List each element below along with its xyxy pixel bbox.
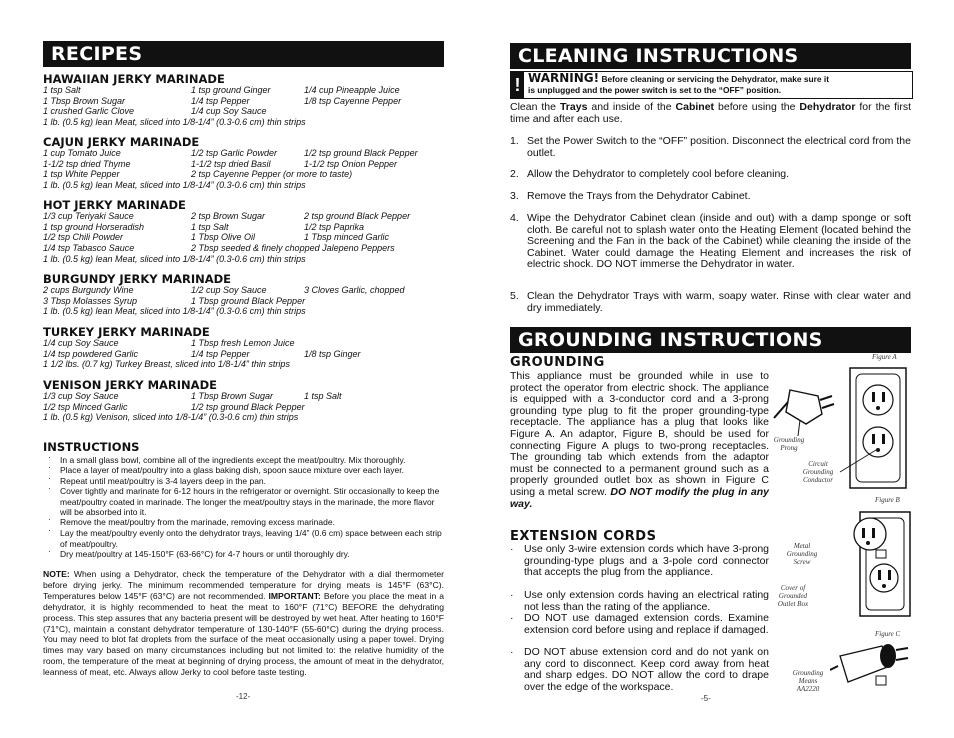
ingredient: 1/3 cup Soy Sauce (43, 391, 119, 401)
extension-cords-title: EXTENSION CORDS (510, 529, 657, 544)
ingredient: 1-1/2 tsp dried Basil (191, 158, 271, 169)
ingredient: 2 tsp ground Black Pepper (304, 211, 411, 221)
ingredient: 1/2 tsp Minced Garlic (43, 401, 128, 412)
ingredient: 1 tsp Salt (191, 221, 229, 232)
ingredient: 2 Tbsp seeded & finely chopped Jalepeno Peppers (191, 243, 395, 254)
warning-label: WARNING! (528, 71, 600, 85)
ingredient: 1/4 tsp powdered Garlic (43, 348, 139, 359)
grounding-prong-label: Grounding Prong (773, 436, 805, 452)
instruction-item: · Place a layer of meat/poultry into a glass baking dish, spoon sauce mixture over each layer. (48, 462, 404, 475)
ingredient: 1/2 tsp ground Black Pepper (304, 148, 418, 158)
ingredient: 2 cups Burgundy Wine (43, 285, 134, 295)
ingredient: 3 Tbsp Molasses Syrup (43, 295, 138, 306)
ingredient: 1/4 cup Soy Sauce (43, 338, 119, 348)
ingredient: 1 tsp White Pepper (43, 169, 120, 180)
warning-text: Before cleaning or servicing the Dehydrator, make sure it (601, 74, 830, 84)
recipe-title: HOT JERKY MARINADE (43, 198, 186, 212)
ingredient: 1/4 tsp Tabasco Sauce (43, 243, 135, 254)
instruction-item: · Repeat until meat/poultry is 3-4 layers deep in the pan. (48, 473, 267, 486)
meat-line: 1 lb. (0.5 kg) Venison, sliced into 1/8-1/4” (0.3-0.6 cm) thin strips (43, 412, 299, 423)
bullet-icon: · (510, 589, 514, 601)
page-number-right: -5- (701, 694, 711, 703)
instruction-item: · Remove the meat/poultry from the marinade, removing excess marinade. (48, 514, 335, 527)
ingredient: 1/3 cup Teriyaki Sauce (43, 211, 134, 221)
note-text-a: When using a Dehydrator, check the temperature of the Dehydrator with a dial thermometer before drying jerky. The minimum recommended temperature for drying meats is 145°F (63°C). Temperatures below 145°F (63°C) are not recommended. (43, 569, 445, 601)
cleaning-step: 5. Clean the Dehydrator Trays with warm, soapy water. Rinse with clear water and dry immediately. (510, 290, 911, 314)
cleaning-banner: CLEANING INSTRUCTIONS (510, 43, 911, 69)
page-number-left: -12- (236, 692, 251, 701)
ingredient: 1/2 tsp Garlic Powder (191, 148, 278, 158)
step-number: 3. (510, 190, 519, 202)
metal-screw-label: Metal Grounding Screw (786, 542, 818, 566)
meat-line: 1 lb. (0.5 kg) lean Meat, sliced into 1/8-1/4” (0.3-0.6 cm) thin strips (43, 180, 306, 191)
note-label: NOTE: (43, 569, 70, 579)
ingredient: 1 Tbsp Olive Oil (191, 232, 256, 243)
circuit-conductor-label: Circuit Grounding Conductor (802, 460, 834, 484)
ingredient: 1 Tbsp Brown Sugar (43, 95, 126, 106)
ingredient: 1 tsp ground Horseradish (43, 221, 145, 232)
step-number: 5. (510, 290, 519, 302)
bullet-icon: · (48, 462, 51, 472)
ingredient: 1 tsp Salt (304, 391, 342, 401)
ingredient: 1 crushed Garlic Clove (43, 106, 135, 117)
grounding-title: GROUNDING (510, 355, 605, 370)
ingredient: 1 Tbsp ground Black Pepper (191, 295, 306, 306)
cleaning-step: 1. Set the Power Switch to the “OFF” position. Disconnect the electrical cord from the outlet. (510, 135, 911, 159)
ingredient: 1/2 tsp Paprika (304, 221, 365, 232)
cleaning-step: 3. Remove the Trays from the Dehydrator Cabinet. (510, 190, 751, 202)
ingredient: 2 tsp Brown Sugar (191, 211, 266, 221)
ingredient: 1 cup Tomato Juice (43, 148, 121, 158)
warning-box (510, 71, 913, 99)
ingredient: 1/4 tsp Pepper (191, 95, 250, 106)
note-paragraph (43, 569, 444, 678)
figure-c-grounding-means (830, 638, 910, 694)
grounding-means-label: Grounding Means AA2220 (792, 669, 824, 693)
ingredient: 1 Tbsp minced Garlic (304, 232, 390, 243)
ingredient: 1-1/2 tsp dried Thyme (43, 158, 131, 169)
bullet-icon: · (48, 473, 51, 483)
important-label: IMPORTANT: (268, 590, 321, 601)
recipes-banner: RECIPES (43, 41, 444, 67)
figure-b-adaptor (840, 508, 912, 618)
instructions-title: INSTRUCTIONS (43, 440, 140, 454)
cleaning-intro: Clean the Trays and inside of the Cabinet before using the Dehydrator for the first time and after each use. (510, 101, 912, 125)
grounding-banner: GROUNDING INSTRUCTIONS (510, 327, 911, 353)
figure-a-label: Figure A (872, 353, 897, 361)
bullet-icon: · (48, 452, 51, 462)
step-number: 4. (510, 212, 519, 224)
cleaning-step: 4. Wipe the Dehydrator Cabinet clean (inside and out) with a damp sponge or soft cloth. Be careful not to splash water onto the Heating Element (located behind the Screening and the Fan in the back of the Cabinet) while cleaning the inside of the Cabinet. Water could damage the Heating Element and increases the risk of electric shock. DO NOT immerse the Dehydrator in water. (510, 212, 911, 271)
ingredient: 1 tsp ground Ginger (191, 85, 271, 95)
warning-text-2: is unplugged and the power switch is set to the “OFF” position. (528, 85, 782, 95)
instruction-item: · In a small glass bowl, combine all of the ingredients except the meat/poultry. Mix thoroughly. (48, 452, 406, 465)
ingredient: 1/4 cup Pineapple Juice (304, 85, 400, 95)
ingredient: 1-1/2 tsp Onion Pepper (304, 158, 398, 169)
ingredient: 1/8 tsp Ginger (304, 348, 361, 359)
ingredient: 1/2 cup Soy Sauce (191, 285, 267, 295)
extension-item: · DO NOT use damaged extension cords. Examine extension cord before using and replace if damaged. (510, 612, 769, 636)
recipe-title: TURKEY JERKY MARINADE (43, 325, 210, 339)
ingredient: 1 Tbsp Brown Sugar (191, 391, 274, 401)
instruction-item: · Lay the meat/poultry evenly onto the dehydrator trays, leaving 1/4” (0.6 cm) space between each strip of meat/poultry. (48, 525, 442, 549)
extension-item: · Use only extension cords having an electrical rating not less than the rating of the appliance. (510, 589, 769, 613)
bullet-icon: · (48, 525, 51, 535)
step-number: 1. (510, 135, 519, 147)
extension-item: · Use only 3-wire extension cords which have 3-prong grounding-type plugs and a 3-pole cord connector that accepts the plug from the appliance. (510, 543, 769, 579)
ingredient: 2 tsp Cayenne Pepper (or more to taste) (191, 169, 353, 180)
ingredient: 3 Cloves Garlic, chopped (304, 285, 405, 295)
figure-b-label: Figure B (875, 496, 900, 504)
instruction-item: · Cover tightly and marinate for 6-12 hours in the refrigerator or overnight. Stir occasionally to keep the meat/poultry coated in marinade. The longer the meat/poultry stays in the marinade, the more flavor will be absorbed into it. (48, 483, 440, 517)
ingredient: 1/8 tsp Cayenne Pepper (304, 95, 402, 106)
bullet-icon: · (48, 514, 51, 524)
figure-c-label: Figure C (875, 630, 901, 638)
meat-line: 1 1/2 lbs. (0.7 kg) Turkey Breast, sliced into 1/8-1/4” thin strips (43, 359, 290, 370)
bullet-icon: · (48, 546, 51, 556)
warning-icon: ! (511, 72, 524, 98)
meat-line: 1 lb. (0.5 kg) lean Meat, sliced into 1/8-1/4” (0.3-0.6 cm) thin strips (43, 253, 306, 264)
grounding-paragraph: This appliance must be grounded while in use to protect the operator from electric shock. The appliance is equipped with a 3-conductor cord and a 3-prong grounding type plug to fit the proper grounding-type receptacle. The appliance has a plug that looks like Figure A. An adaptor, Figure B, should be used for connecting Figure A plugs to two-prong receptacles. The grounding tab which extends from the adaptor must be connected to a permanent ground such as a properly grounded outlet box as shown in Figure C using a metal screw. DO NOT modify the plug in any way. (510, 370, 769, 510)
meat-line: 1 lb. (0.5 kg) lean Meat, sliced into 1/8-1/4” (0.3-0.6 cm) thin strips (43, 117, 306, 128)
recipe-title: BURGUNDY JERKY MARINADE (43, 272, 232, 286)
ingredient: 1 tsp Salt (43, 85, 81, 95)
bullet-icon: · (48, 483, 51, 493)
step-number: 2. (510, 168, 519, 180)
meat-line: 1 lb. (0.5 kg) lean Meat, sliced into 1/8-1/4” (0.3-0.6 cm) thin strips (43, 306, 306, 317)
ingredient: 1/2 tsp ground Black Pepper (191, 401, 305, 412)
ingredient: 1/4 tsp Pepper (191, 348, 250, 359)
extension-item: · DO NOT abuse extension cord and do not yank on any cord to disconnect. Keep cord away from heat and sharp edges. DO NOT allow the cord to drape over the edge of the workspace. (510, 646, 769, 693)
recipe-title: HAWAIIAN JERKY MARINADE (43, 72, 225, 86)
recipe-title: CAJUN JERKY MARINADE (43, 135, 200, 149)
recipe-title: VENISON JERKY MARINADE (43, 378, 217, 392)
note-text-b: Before you place the meat in a dehydrator, it is highly recommended to heat the meat to 160°F (71°C) BEFORE the dehydrating process. This step assures that any bacteria present will be destroyed by wet heat. After heating to 160°F (71°C), maintain a constant dehydrator temperature of 130-140°F (55-60°C) during the drying process. You may need to blot fat droplets from the surface of the meat occasionally using a paper towel. Drying times may vary based on many circumstances including but not limited to: the relative humidity of the room, the temperature of the meat at beginning of drying process, the amount of meat in the dehydrator, leanness of meat, etc. Always allow Jerky to cool before taste testing. (43, 590, 444, 678)
ingredient: 1 Tbsp fresh Lemon Juice (191, 338, 295, 348)
ingredient: 1/2 tsp Chili Powder (43, 232, 124, 243)
instruction-item: · Dry meat/poultry at 145-150°F (63-66°C) for 4-7 hours or until thoroughly dry. (48, 546, 350, 559)
bullet-icon: · (510, 612, 514, 624)
cover-outlet-label: Cover of Grounded Outlet Box (777, 584, 809, 608)
bullet-icon: · (510, 646, 514, 658)
bullet-icon: · (510, 543, 514, 555)
ingredient: 1/4 cup Soy Sauce (191, 106, 267, 117)
figure-a-plug-outlet (770, 362, 910, 502)
cleaning-step: 2. Allow the Dehydrator to completely cool before cleaning. (510, 168, 790, 180)
